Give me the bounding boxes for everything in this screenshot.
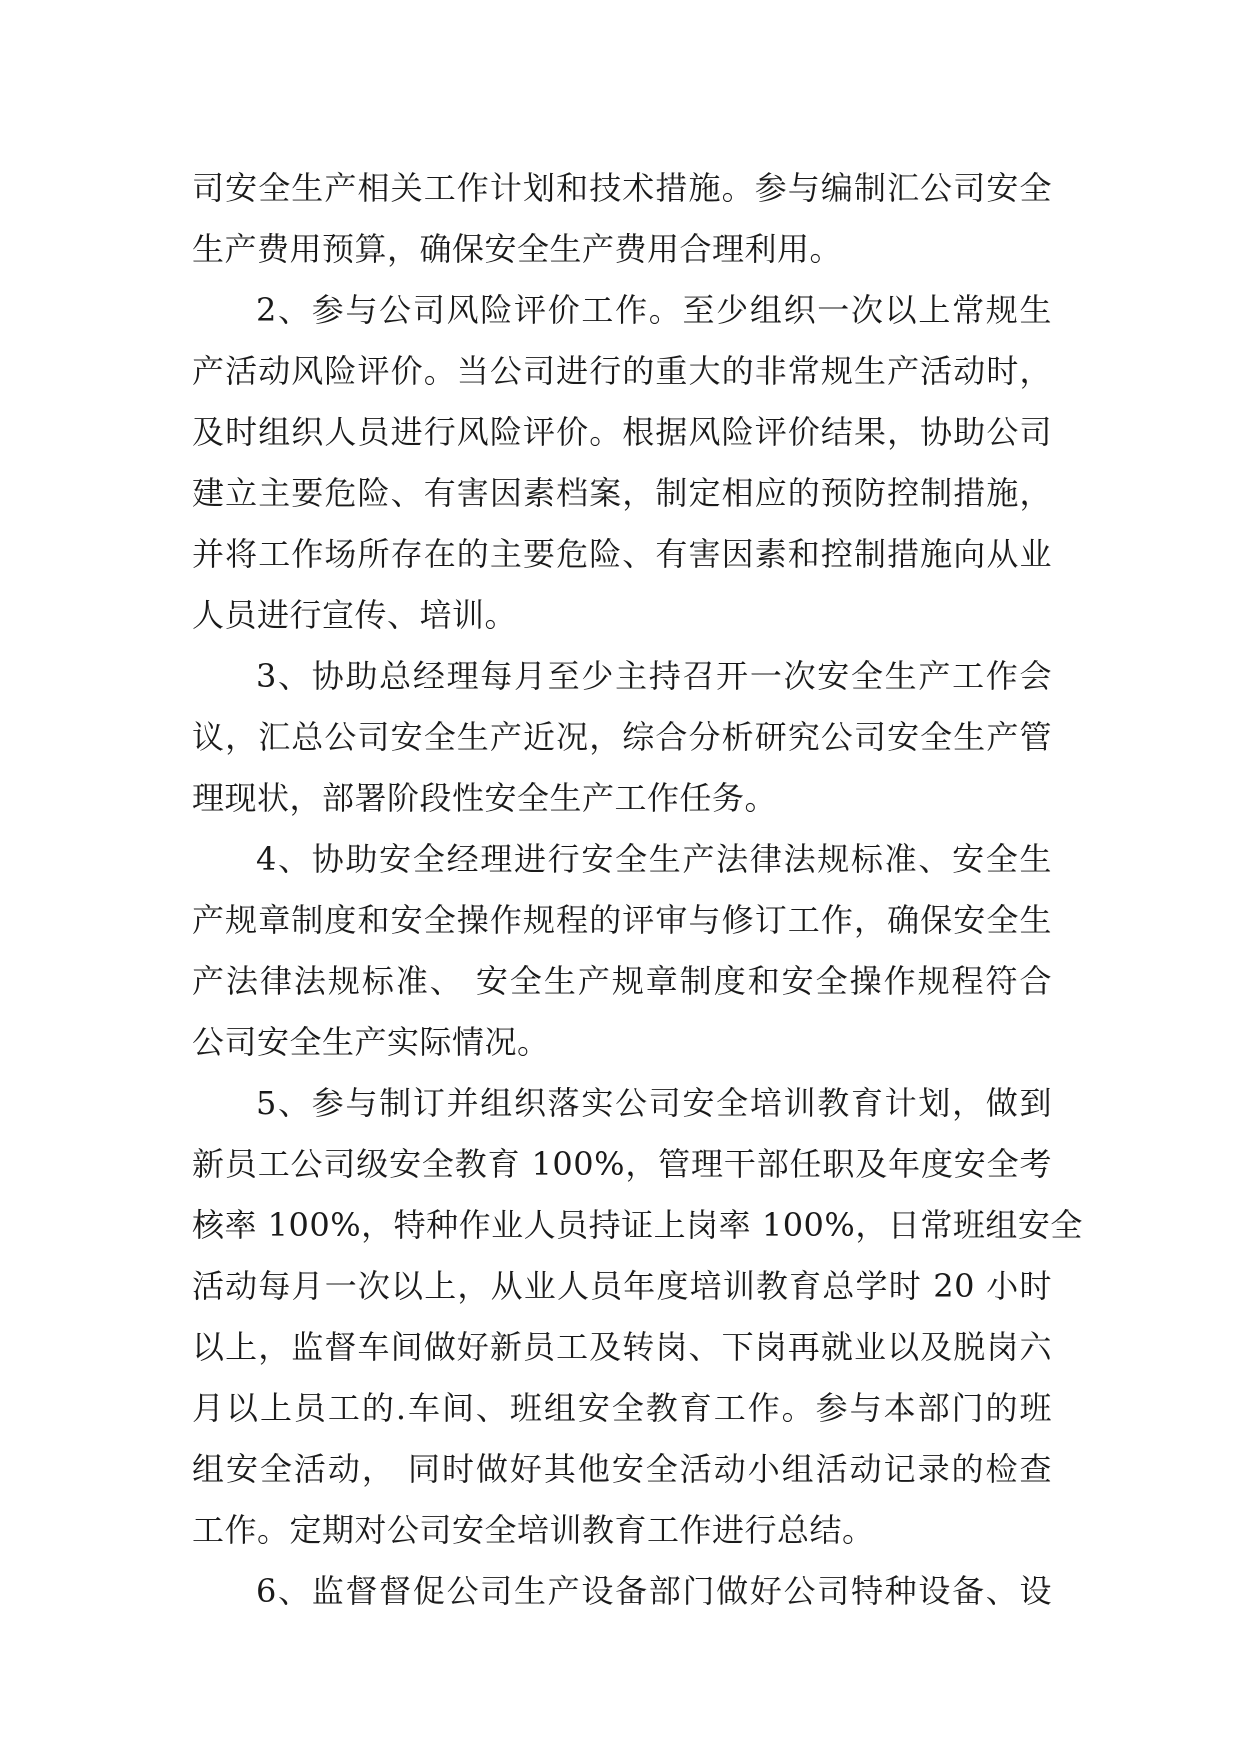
document-body: [192, 158, 1083, 1622]
text-line: 2、参与公司风险评价工作。至少组织一次以上常规生: [256, 291, 1052, 329]
text-line: 4、协助安全经理进行安全生产法律法规标准、安全生: [256, 840, 1052, 878]
text-line: 以上，监督车间做好新员工及转岗、下岗再就业以及脱岗六: [192, 1328, 1052, 1366]
text-line: 3、协助总经理每月至少主持召开一次安全生产工作会: [256, 657, 1052, 695]
text-line: 产活动风险评价。当公司进行的重大的非常规生产活动时，: [192, 352, 1052, 390]
text-line: 月以上员工的.车间、班组安全教育工作。参与本部门的班: [192, 1389, 1052, 1427]
text-line: 公司安全生产实际情况。: [192, 1023, 550, 1061]
text-line: 工作。定期对公司安全培训教育工作进行总结。: [192, 1511, 875, 1549]
text-line: 理现状，部署阶段性安全生产工作任务。: [192, 779, 778, 817]
text-line: 6、监督督促公司生产设备部门做好公司特种设备、设: [256, 1572, 1052, 1610]
text-line: 建立主要危险、有害因素档案，制定相应的预防控制措施，: [192, 474, 1052, 512]
text-line: 及时组织人员进行风险评价。根据风险评价结果，协助公司: [192, 413, 1052, 451]
text-line: 活动每月一次以上，从业人员年度培训教育总学时 20 小时: [192, 1267, 1052, 1305]
text-line: 产法律法规标准、 安全生产规章制度和安全操作规程符合: [192, 962, 1052, 1000]
text-line: 人员进行宣传、培训。: [192, 596, 518, 634]
text-line: 组安全活动， 同时做好其他安全活动小组活动记录的检查: [192, 1450, 1052, 1488]
text-line: 新员工公司级安全教育 100%，管理干部任职及年度安全考: [192, 1145, 1052, 1183]
text-line: 产规章制度和安全操作规程的评审与修订工作，确保安全生: [192, 901, 1052, 939]
text-line: 5、参与制订并组织落实公司安全培训教育计划，做到: [256, 1084, 1052, 1122]
text-line: 并将工作场所存在的主要危险、有害因素和控制措施向从业: [192, 535, 1052, 573]
text-line: 核率 100%，特种作业人员持证上岗率 100%，日常班组安全: [192, 1206, 1083, 1244]
text-line: 议，汇总公司安全生产近况，综合分析研究公司安全生产管: [192, 718, 1052, 756]
text-line: 生产费用预算，确保安全生产费用合理利用。: [192, 230, 843, 268]
text-line: 司安全生产相关工作计划和技术措施。参与编制汇公司安全: [192, 169, 1052, 207]
